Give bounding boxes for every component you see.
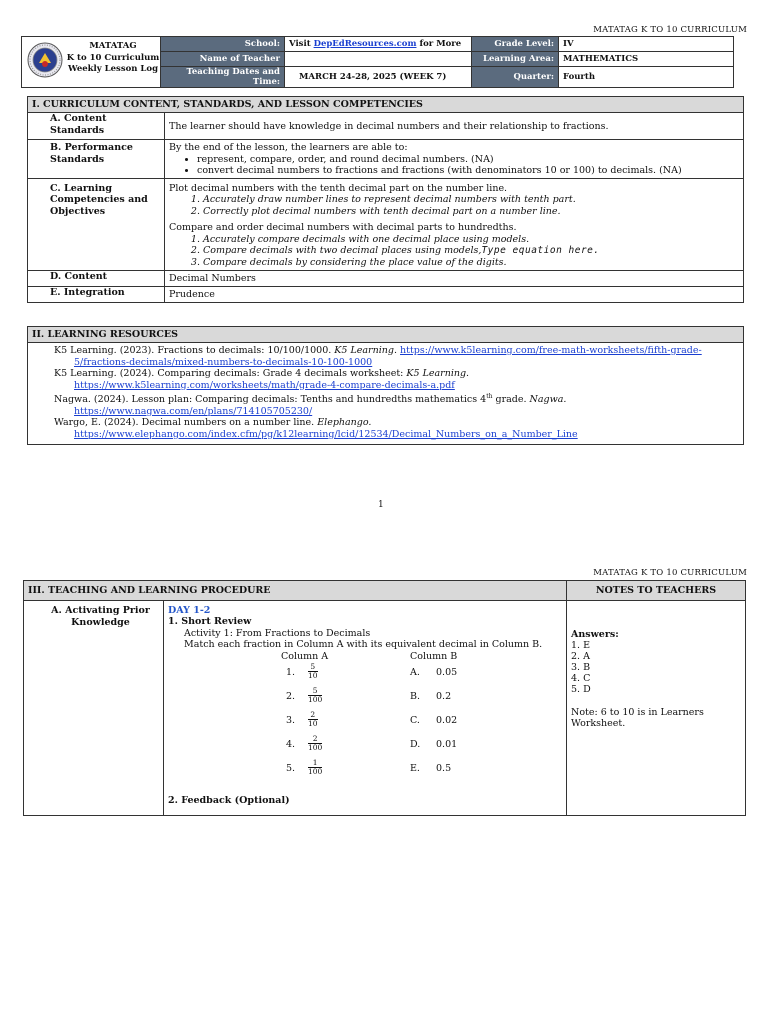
objective-item: 2. Correctly plot decimal numbers with tenth decimal part on a number line.	[203, 206, 739, 218]
deped-seal-icon	[27, 42, 63, 78]
curriculum-section	[27, 96, 744, 303]
fraction: $\frac{2}{100}$	[308, 733, 323, 752]
section-3-title: III. TEACHING AND LEARNING PROCEDURE	[24, 581, 567, 601]
grade-label: Grade Level:	[472, 37, 559, 52]
section-2-title: II. LEARNING RESOURCES	[28, 327, 744, 343]
short-review-heading: 1. Short Review	[168, 616, 252, 627]
logo-block	[22, 37, 161, 88]
answers-title: Answers:	[571, 629, 619, 640]
dates-label: Teaching Dates and Time:	[161, 67, 285, 88]
curriculum-tag: MATATAG K TO 10 CURRICULUM	[593, 25, 747, 35]
answer-item: 2. A	[571, 651, 590, 662]
header-table	[21, 36, 734, 88]
objective-item: 1. Accurately compare decimals with one decimal place using models.	[203, 234, 739, 246]
quarter-label: Quarter:	[472, 67, 559, 88]
answer-item: 3. B	[571, 662, 591, 673]
logo-text-curriculum: K to 10 Curriculum	[66, 52, 160, 63]
school-value: Visit DepEdResources.com for More	[285, 37, 472, 52]
content-text: Decimal Numbers	[165, 271, 744, 287]
answer-item: 1. E	[571, 640, 591, 651]
reference-link[interactable]: https://www.k5learning.com/free-math-worksheets/fifth-grade-	[400, 345, 702, 356]
feedback-heading: 2. Feedback (Optional)	[168, 794, 290, 806]
procedure-section	[23, 580, 746, 816]
performance-intro: By the end of the lesson, the learners are able to:	[169, 142, 408, 153]
references-cell	[28, 343, 744, 445]
page-number: 1	[378, 500, 384, 510]
matching-row: 1. $\frac{5}{10}$ A. 0.05	[286, 661, 458, 680]
objective-item: 1. Accurately draw number lines to represent decimal numbers with tenth part.	[203, 194, 739, 206]
matching-row: 5. $\frac{1}{100}$ E. 0.5	[286, 757, 452, 776]
notes-cell	[567, 601, 746, 816]
fraction: $\frac{5}{100}$	[308, 685, 323, 704]
reference-link[interactable]: https://www.elephango.com/index.cfm/pg/k12learning/lcid/12534/Decimal_Numbers_on_a_Number_Line	[74, 428, 578, 440]
logo-text-lesson-log: Weekly Lesson Log	[67, 64, 159, 74]
integration-text: Prudence	[165, 287, 744, 303]
performance-item: • convert decimal numbers to fractions and fractions (with denominators 10 or 100) to decimals. (NA)	[197, 165, 739, 177]
logo-text-matatag: MATATAG	[89, 41, 137, 51]
answer-item: 4. C	[571, 673, 591, 684]
matching-table	[168, 663, 562, 791]
performance-standards-cell	[165, 140, 744, 179]
quarter-value: Fourth	[559, 67, 734, 88]
objective-item: 2. Compare decimals with two decimal places using models,Type equation here.	[203, 245, 739, 257]
teacher-label: Name of Teacher	[161, 52, 285, 67]
area-value: MATHEMATICS	[559, 52, 734, 67]
section-1-title: I. CURRICULUM CONTENT, STANDARDS, AND LESSON COMPETENCIES	[28, 97, 744, 113]
reference-item: K5 Learning. (2024). Comparing decimals: Grade 4 decimals worksheet: K5 Learning. https://www.k5learning.com/worksheets/math/grade-4-compare-decimals-a.pdf	[54, 368, 470, 391]
dates-value: MARCH 24-28, 2025 (WEEK 7)	[285, 67, 472, 88]
day-label: DAY 1-2	[168, 605, 211, 616]
competencies-label: C. Learning Competencies and Objectives	[28, 178, 165, 271]
activating-knowledge-label: A. Activating Prior Knowledge	[24, 601, 164, 816]
competencies-cell	[165, 178, 744, 271]
equation-placeholder[interactable]: Type equation here.	[481, 245, 600, 256]
competency-intro-2: Compare and order decimal numbers with decimal parts to hundredths.	[169, 222, 517, 233]
school-label: School:	[161, 37, 285, 52]
answer-item: 5. D	[571, 684, 591, 695]
worksheet-note: Note: 6 to 10 is in Learners Worksheet.	[571, 707, 704, 729]
fraction: $\frac{1}{100}$	[308, 757, 323, 776]
content-standards-text: The learner should have knowledge in decimal numbers and their relationship to fractions.	[165, 113, 744, 140]
reference-link[interactable]: 5/fractions-decimals/mixed-numbers-to-decimals-10-100-1000	[74, 356, 373, 368]
matching-row: 4. $\frac{2}{100}$ D. 0.01	[286, 733, 458, 752]
competency-intro-1: Plot decimal numbers with the tenth decimal part on the number line.	[169, 182, 508, 194]
column-a-header: Column A	[281, 650, 329, 662]
notes-title: NOTES TO TEACHERS	[567, 581, 746, 601]
procedure-cell	[164, 601, 567, 816]
fraction: $\frac{5}{10}$	[308, 661, 318, 680]
performance-item: • represent, compare, order, and round decimal numbers. (NA)	[197, 154, 739, 166]
teacher-value	[285, 52, 472, 67]
activity-title: Activity 1: From Fractions to Decimals	[184, 627, 371, 639]
reference-link[interactable]: https://www.k5learning.com/worksheets/math/grade-4-compare-decimals-a.pdf	[74, 379, 455, 391]
integration-label: E. Integration	[28, 287, 165, 303]
reference-item: K5 Learning. (2023). Fractions to decimals: 10/100/1000. K5 Learning. https://www.k5learning.com/free-math-worksheets/fifth-grade- 5/fractions-decimals/mixed-numbers-to-decimals-10-100-1000	[54, 345, 702, 368]
fraction: $\frac{2}{10}$	[308, 709, 318, 728]
depedresources-link[interactable]: DepEdResources.com	[313, 39, 417, 49]
area-label: Learning Area:	[472, 52, 559, 67]
matching-row: 2. $\frac{5}{100}$ B. 0.2	[286, 685, 452, 704]
activity-instruction: Match each fraction in Column A with its equivalent decimal in Column B.	[184, 639, 543, 650]
objective-item: 3. Compare decimals by considering the place value of the digits.	[203, 257, 739, 269]
grade-value: IV	[559, 37, 734, 52]
reference-link[interactable]: https://www.nagwa.com/en/plans/714105705230/	[74, 405, 313, 417]
content-standards-label: A. Content Standards	[28, 113, 165, 140]
resources-section	[27, 326, 744, 445]
reference-item: Wargo, E. (2024). Decimal numbers on a number line. Elephango. https://www.elephango.com/index.cfm/pg/k12learning/lcid/12534/Decimal_Numbers_on_a_Number_Line	[54, 417, 578, 440]
column-b-header: Column B	[410, 650, 458, 662]
matching-row: 3. $\frac{2}{10}$ C. 0.02	[286, 709, 458, 728]
performance-standards-label: B. Performance Standards	[28, 140, 165, 179]
curriculum-tag-page-2: MATATAG K TO 10 CURRICULUM	[593, 568, 747, 578]
reference-item: Nagwa. (2024). Lesson plan: Comparing decimals: Tenths and hundredths mathematics 4th grade. Nagwa. https://www.nagwa.com/en/plans/714105705230/	[54, 393, 567, 417]
content-label: D. Content	[28, 271, 165, 287]
